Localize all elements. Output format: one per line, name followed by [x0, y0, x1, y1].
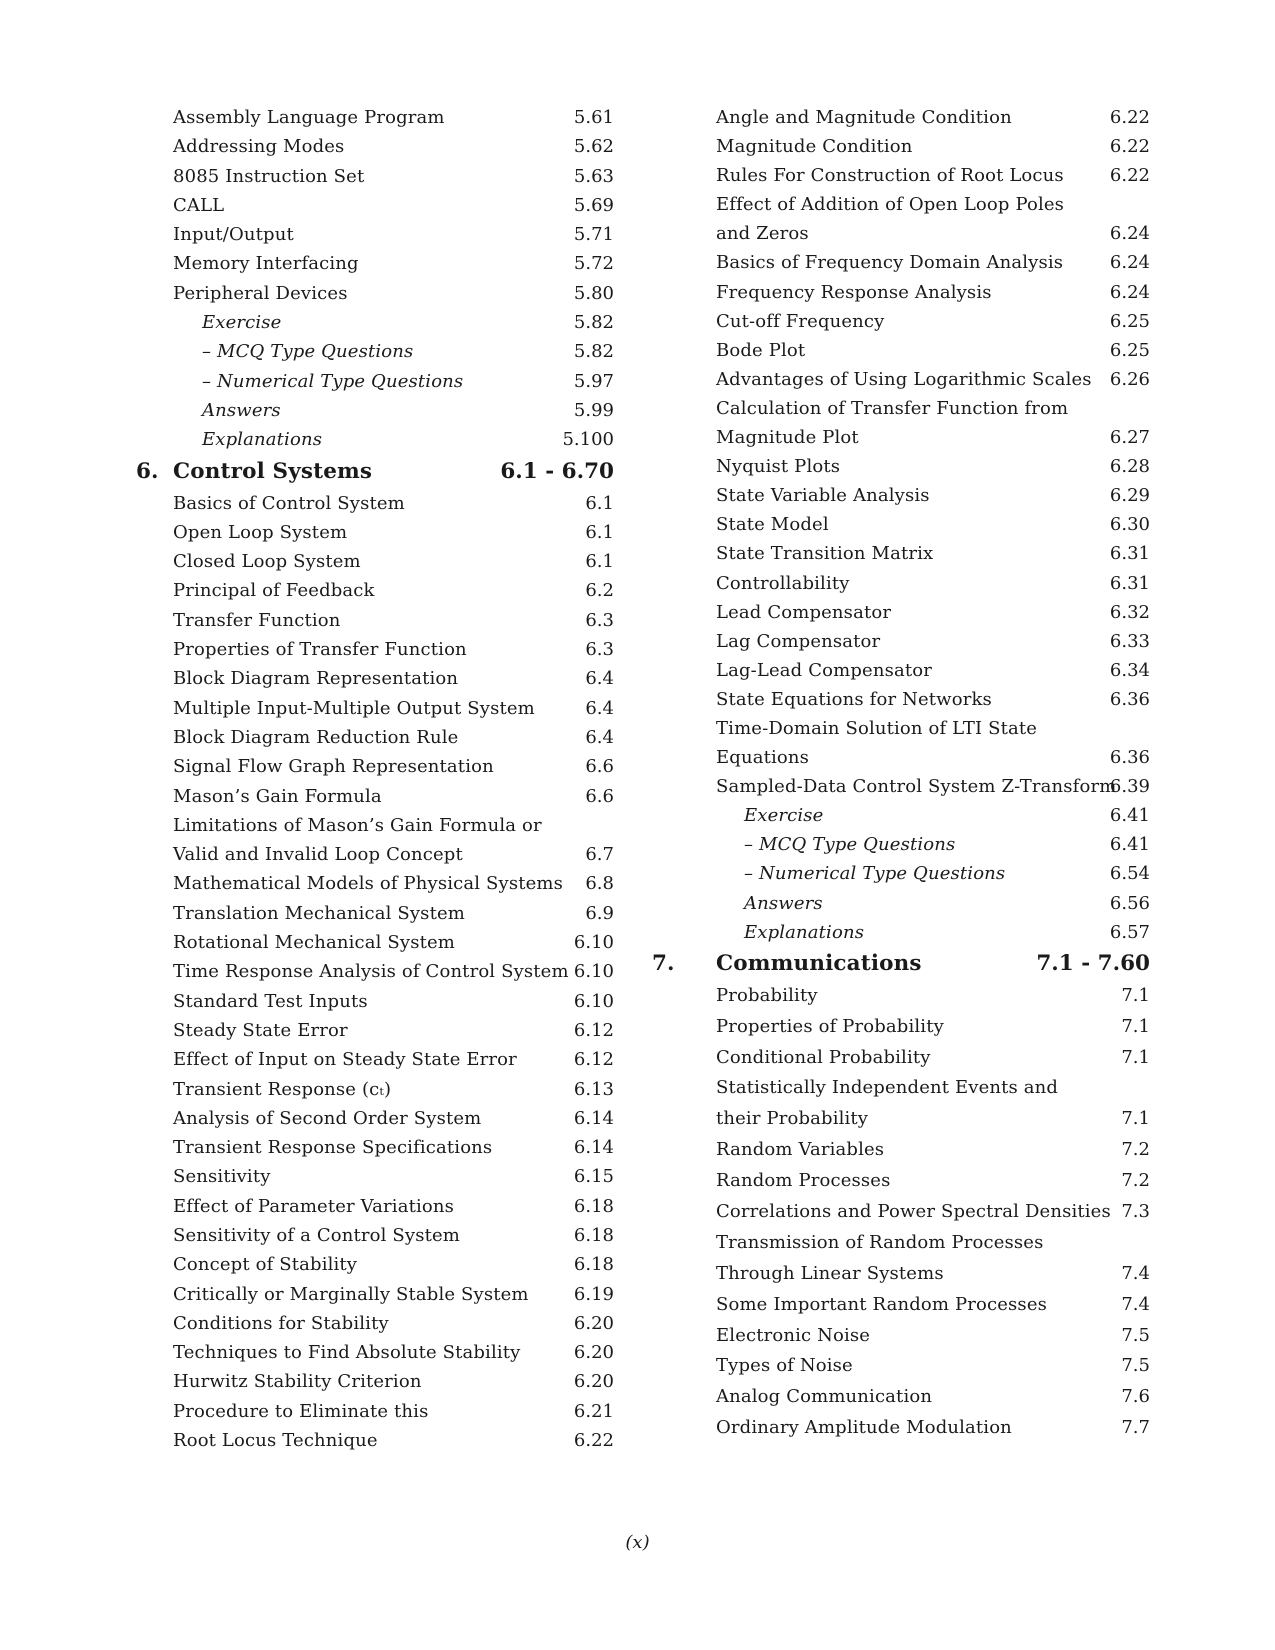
toc-entry[interactable]: [136, 576, 614, 605]
toc-entry-page: 6.22: [1109, 165, 1150, 187]
toc-entry[interactable]: [136, 162, 614, 191]
toc-entry-title: Input/Output: [173, 224, 294, 246]
toc-entry-page: 6.4: [585, 697, 614, 719]
toc-entry[interactable]: [672, 394, 1150, 423]
toc-entry-title: Properties of Probability: [716, 1015, 944, 1037]
toc-entry[interactable]: [136, 249, 614, 278]
toc-entry-title: Steady State Error: [173, 1019, 348, 1041]
toc-entry-title: Transient Response Specifications: [173, 1137, 493, 1159]
toc-entry-title: Electronic Noise: [716, 1324, 871, 1346]
toc-entry[interactable]: [672, 714, 1150, 743]
toc-entry-page: 7.1 - 7.60: [1036, 950, 1150, 976]
toc-entry-title: Block Diagram Reduction Rule: [173, 726, 459, 748]
toc-entry-page: 6.15: [573, 1166, 614, 1188]
toc-entry-page: 6.9: [585, 902, 614, 924]
toc-entry-title: Ordinary Amplitude Modulation: [716, 1417, 1012, 1439]
toc-entry-page: 6.20: [573, 1342, 614, 1364]
toc-entry-page: 6.3: [585, 639, 614, 661]
toc-entry-page: 6.13: [573, 1078, 614, 1100]
toc-entry[interactable]: [672, 1321, 1150, 1352]
toc-entry-page: 6.24: [1109, 223, 1150, 245]
toc-entry-page: 6.36: [1109, 747, 1150, 769]
toc-entry-page: 5.61: [573, 107, 614, 128]
toc-entry-title: Assembly Language Program: [173, 107, 445, 128]
toc-entry-page: 6.1: [585, 521, 614, 543]
toc-entry-page: 6.12: [573, 1049, 614, 1071]
toc-entry[interactable]: [136, 308, 614, 337]
toc-entry[interactable]: [672, 627, 1150, 656]
toc-entry-title: Lag Compensator: [716, 630, 881, 652]
toc-entry[interactable]: [672, 772, 1150, 801]
toc-entry-page: 6.10: [573, 932, 614, 954]
toc-entry-title: Exercise: [202, 312, 282, 334]
toc-entry-title: CALL: [173, 194, 225, 216]
toc-entry-page: 7.2: [1121, 1139, 1150, 1161]
toc-entry-title: Transient Response (cₜ): [173, 1078, 392, 1100]
chapter-number: 7.: [652, 950, 675, 976]
toc-entry[interactable]: [672, 365, 1150, 394]
toc-entry[interactable]: [672, 1290, 1150, 1321]
toc-entry[interactable]: [136, 337, 614, 366]
toc-entry[interactable]: [136, 635, 614, 664]
toc-entry[interactable]: [672, 830, 1150, 859]
toc-entry-page: 6.34: [1109, 659, 1150, 681]
toc-entry-title: Time-Domain Solution of LTI State: [716, 717, 1038, 739]
toc-entry-page: 6.1: [585, 492, 614, 514]
toc-entry-page: 7.4: [1121, 1262, 1150, 1284]
toc-entry-page: 6.57: [1109, 921, 1150, 943]
toc-entry-title: Explanations: [202, 429, 323, 451]
toc-entry[interactable]: [136, 1367, 614, 1396]
toc-entry-page: 7.2: [1121, 1170, 1150, 1192]
toc-entry[interactable]: [672, 1382, 1150, 1413]
toc-entry-page: 7.6: [1121, 1386, 1150, 1408]
toc-entry[interactable]: [136, 1075, 614, 1104]
toc-entry-page: 6.10: [573, 961, 614, 983]
toc-entry-page: 7.5: [1121, 1355, 1150, 1377]
toc-entry[interactable]: [672, 656, 1150, 685]
toc-entry-title: Time Response Analysis of Control System: [173, 961, 569, 983]
toc-entry-title: Analog Communication: [716, 1386, 933, 1408]
toc-entry[interactable]: [672, 481, 1150, 510]
toc-entry-page: 7.1: [1121, 984, 1150, 1006]
toc-entry-title: Cut-off Frequency: [716, 310, 885, 332]
toc-entry[interactable]: [672, 132, 1150, 161]
toc-entry-page: 6.6: [585, 785, 614, 807]
toc-entry-title: Open Loop System: [173, 521, 348, 543]
toc-entry[interactable]: [672, 1228, 1150, 1259]
toc-entry-page: 6.7: [585, 844, 614, 866]
toc-entry-title: Exercise: [744, 805, 824, 827]
toc-entry[interactable]: [672, 1043, 1150, 1074]
toc-entry-title: Equations: [716, 747, 809, 769]
toc-entry[interactable]: [136, 811, 614, 840]
toc-entry[interactable]: [672, 1259, 1150, 1290]
toc-entry-title: Block Diagram Representation: [173, 668, 459, 690]
toc-entry[interactable]: [672, 452, 1150, 481]
toc-entry-page: 6.31: [1109, 543, 1150, 565]
toc-entry-page: 5.71: [573, 224, 614, 246]
toc-entry[interactable]: [672, 685, 1150, 714]
toc-entry[interactable]: [136, 1133, 614, 1162]
toc-entry[interactable]: [672, 423, 1150, 452]
toc-entry-page: 7.1: [1121, 1046, 1150, 1068]
toc-entry[interactable]: [136, 367, 614, 396]
toc-entry[interactable]: [672, 1012, 1150, 1043]
toc-entry-page: 6.8: [585, 873, 614, 895]
toc-entry-title: Techniques to Find Absolute Stability: [173, 1342, 521, 1364]
toc-entry-page: 6.33: [1109, 630, 1150, 652]
toc-entry[interactable]: [672, 918, 1150, 947]
toc-entry[interactable]: [672, 248, 1150, 277]
toc-entry[interactable]: [136, 1397, 614, 1426]
toc-entry-title: Rules For Construction of Root Locus: [716, 165, 1064, 187]
toc-entry[interactable]: [136, 782, 614, 811]
toc-entry-page: 6.41: [1109, 805, 1150, 827]
toc-entry-title: Frequency Response Analysis: [716, 281, 992, 303]
toc-entry-title: Probability: [716, 984, 818, 1006]
toc-entry[interactable]: [136, 1250, 614, 1279]
toc-entry[interactable]: [136, 1280, 614, 1309]
toc-entry[interactable]: [136, 1045, 614, 1074]
toc-entry-title: Rotational Mechanical System: [173, 932, 456, 954]
toc-entry[interactable]: [672, 161, 1150, 190]
toc-entry-page: 6.22: [573, 1430, 614, 1452]
toc-entry-title: Limitations of Mason’s Gain Formula or: [173, 814, 542, 836]
toc-entry-page: 5.80: [573, 282, 614, 304]
toc-entry[interactable]: [672, 1073, 1150, 1104]
toc-entry-title: Multiple Input-Multiple Output System: [173, 697, 535, 719]
toc-entry-title: Peripheral Devices: [173, 282, 348, 304]
toc-entry-page: 5.100: [562, 429, 614, 451]
toc-entry[interactable]: [672, 510, 1150, 539]
toc-entry[interactable]: [136, 191, 614, 220]
toc-entry-title: 8085 Instruction Set: [173, 165, 365, 187]
toc-entry-page: 6.19: [573, 1283, 614, 1305]
toc-entry-title: Random Variables: [716, 1139, 885, 1161]
toc-entry[interactable]: [672, 278, 1150, 307]
toc-entry-title: Procedure to Eliminate this: [173, 1400, 429, 1422]
toc-entry-page: 6.14: [573, 1137, 614, 1159]
toc-entry[interactable]: [136, 694, 614, 723]
toc-entry-title: State Model: [716, 514, 829, 536]
toc-right-column: [652, 103, 1150, 1444]
toc-entry-title: Correlations and Power Spectral Densities: [716, 1200, 1111, 1222]
chapter-number: 6.: [136, 458, 159, 484]
toc-entry-title: Hurwitz Stability Criterion: [173, 1371, 422, 1393]
toc-entry-page: 6.10: [573, 990, 614, 1012]
toc-entry-title: Effect of Input on Steady State Error: [173, 1049, 517, 1071]
toc-entry-page: 6.56: [1109, 892, 1150, 914]
toc-entry-title: Explanations: [744, 921, 865, 943]
toc-entry-page: 6.20: [573, 1371, 614, 1393]
toc-entry[interactable]: [672, 336, 1150, 365]
toc-entry-page: 6.32: [1109, 601, 1150, 623]
toc-entry-page: 5.82: [573, 312, 614, 334]
toc-entry-title: – MCQ Type Questions: [202, 341, 414, 363]
toc-entry-page: 7.7: [1121, 1417, 1150, 1439]
toc-entry-title: – Numerical Type Questions: [744, 863, 1006, 885]
toc-entry-title: State Transition Matrix: [716, 543, 934, 565]
toc-entry[interactable]: [136, 132, 614, 161]
toc-entry[interactable]: [136, 899, 614, 928]
toc-entry-page: 6.31: [1109, 572, 1150, 594]
toc-entry-page: 6.22: [1109, 136, 1150, 158]
toc-entry[interactable]: [672, 1104, 1150, 1135]
toc-entry-page: 6.39: [1109, 776, 1150, 798]
toc-entry-title: Answers: [744, 892, 823, 914]
toc-entry[interactable]: [672, 1166, 1150, 1197]
toc-entry[interactable]: [672, 889, 1150, 918]
toc-entry-page: 6.20: [573, 1312, 614, 1334]
toc-entry-title: Basics of Control System: [173, 492, 405, 514]
toc-entry[interactable]: [136, 518, 614, 547]
toc-entry[interactable]: [136, 425, 614, 454]
toc-entry-page: 6.12: [573, 1019, 614, 1041]
toc-entry-title: State Equations for Networks: [716, 688, 992, 710]
toc-entry-page: 6.4: [585, 726, 614, 748]
toc-entry[interactable]: [672, 859, 1150, 888]
toc-entry-title: Communications: [716, 950, 922, 976]
toc-entry-title: Some Important Random Processes: [716, 1293, 1048, 1315]
toc-entry-page: 6.30: [1109, 514, 1150, 536]
toc-entry[interactable]: [136, 606, 614, 635]
toc-entry-page: 6.25: [1109, 339, 1150, 361]
toc-entry-title: Transmission of Random Processes: [716, 1231, 1044, 1253]
toc-entry-title: their Probability: [716, 1108, 869, 1130]
toc-entry-title: Magnitude Plot: [716, 427, 859, 449]
toc-entry[interactable]: [672, 1135, 1150, 1166]
toc-entry[interactable]: [136, 723, 614, 752]
toc-entry[interactable]: [136, 840, 614, 869]
toc-entry-title: Angle and Magnitude Condition: [716, 107, 1012, 128]
toc-entry-title: Conditions for Stability: [173, 1312, 389, 1334]
toc-entry-page: 6.1 - 6.70: [500, 458, 614, 484]
toc-entry[interactable]: [136, 957, 614, 986]
toc-entry[interactable]: [136, 1221, 614, 1250]
toc-entry-page: 6.14: [573, 1107, 614, 1129]
toc-entry[interactable]: [136, 1426, 614, 1455]
toc-entry-title: Lag-Lead Compensator: [716, 659, 932, 681]
toc-entry-page: 5.99: [573, 399, 614, 421]
toc-entry-page: 6.25: [1109, 310, 1150, 332]
toc-entry-title: Translation Mechanical System: [173, 902, 465, 924]
toc-entry[interactable]: [136, 928, 614, 957]
toc-entry-page: 7.5: [1121, 1324, 1150, 1346]
toc-entry-page: 5.63: [573, 165, 614, 187]
toc-entry[interactable]: [136, 1162, 614, 1191]
toc-entry-page: 7.3: [1121, 1200, 1150, 1222]
toc-entry[interactable]: [136, 279, 614, 308]
toc-entry[interactable]: [136, 1104, 614, 1133]
toc-entry-page: 7.1: [1121, 1108, 1150, 1130]
toc-entry[interactable]: [136, 396, 614, 425]
toc-entry[interactable]: [672, 569, 1150, 598]
toc-entry[interactable]: [672, 103, 1150, 132]
toc-entry-title: Random Processes: [716, 1170, 891, 1192]
toc-entry-page: 5.62: [573, 136, 614, 158]
toc-entry-page: 6.4: [585, 668, 614, 690]
toc-entry-title: State Variable Analysis: [716, 485, 930, 507]
toc-entry-title: Memory Interfacing: [173, 253, 359, 275]
toc-entry[interactable]: [136, 220, 614, 249]
toc-entry-page: 5.69: [573, 194, 614, 216]
toc-entry-page: 6.22: [1109, 107, 1150, 128]
toc-entry-title: Addressing Modes: [173, 136, 345, 158]
toc-entry-page: 6.18: [573, 1195, 614, 1217]
toc-entry-title: Types of Noise: [716, 1355, 853, 1377]
toc-entry[interactable]: [672, 743, 1150, 772]
toc-entry[interactable]: [136, 664, 614, 693]
toc-entry-title: Sensitivity of a Control System: [173, 1224, 460, 1246]
toc-entry[interactable]: [672, 1413, 1150, 1444]
toc-entry-page: 5.72: [573, 253, 614, 275]
toc-entry[interactable]: [136, 1016, 614, 1045]
toc-entry-title: Closed Loop System: [173, 551, 361, 573]
toc-entry-title: Statistically Independent Events and: [716, 1077, 1059, 1099]
toc-entry-page: 6.54: [1109, 863, 1150, 885]
toc-entry[interactable]: [672, 1197, 1150, 1228]
toc-entry[interactable]: [672, 598, 1150, 627]
toc-entry-title: Nyquist Plots: [716, 456, 841, 478]
toc-entry-title: Mathematical Models of Physical Systems: [173, 873, 564, 895]
toc-entry[interactable]: [672, 307, 1150, 336]
toc-entry-page: 6.27: [1109, 427, 1150, 449]
toc-entry-title: Bode Plot: [716, 339, 806, 361]
toc-entry-page: 6.3: [585, 609, 614, 631]
toc-entry-title: Concept of Stability: [173, 1254, 358, 1276]
toc-entry-page: 6.24: [1109, 281, 1150, 303]
toc-entry-title: Signal Flow Graph Representation: [173, 756, 494, 778]
toc-entry-title: – MCQ Type Questions: [744, 834, 956, 856]
toc-entry-title: Controllability: [716, 572, 850, 594]
toc-entry-title: Effect of Addition of Open Loop Poles: [716, 194, 1065, 216]
toc-entry[interactable]: [672, 1351, 1150, 1382]
toc-entry-page: 6.29: [1109, 485, 1150, 507]
toc-entry[interactable]: [672, 981, 1150, 1012]
toc-entry[interactable]: [136, 1338, 614, 1367]
toc-entry-title: Mason’s Gain Formula: [173, 785, 382, 807]
toc-entry-title: Lead Compensator: [716, 601, 892, 623]
toc-entry[interactable]: [672, 190, 1150, 219]
toc-entry-title: Magnitude Condition: [716, 136, 913, 158]
toc-entry-page: 6.41: [1109, 834, 1150, 856]
page-folio: (x): [625, 1532, 650, 1553]
toc-entry-page: 6.18: [573, 1224, 614, 1246]
toc-entry-page: 7.4: [1121, 1293, 1150, 1315]
toc-left-column: [136, 103, 614, 1455]
toc-entry[interactable]: [136, 1192, 614, 1221]
toc-entry[interactable]: [136, 103, 614, 132]
toc-entry-title: Analysis of Second Order System: [173, 1107, 482, 1129]
toc-entry-title: and Zeros: [716, 223, 809, 245]
toc-entry[interactable]: [672, 539, 1150, 568]
toc-entry-page: 6.26: [1109, 368, 1150, 390]
toc-entry-page: 6.36: [1109, 688, 1150, 710]
toc-entry-title: Standard Test Inputs: [173, 990, 368, 1012]
toc-entry[interactable]: [136, 869, 614, 898]
toc-entry[interactable]: [136, 547, 614, 576]
toc-entry-title: Sampled-Data Control System Z-Transform: [716, 776, 1117, 798]
toc-entry-page: 6.1: [585, 551, 614, 573]
toc-entry-page: 5.97: [573, 370, 614, 392]
toc-entry-page: 6.18: [573, 1254, 614, 1276]
toc-entry-title: Basics of Frequency Domain Analysis: [716, 252, 1064, 274]
toc-entry[interactable]: [136, 489, 614, 518]
toc-entry-title: – Numerical Type Questions: [202, 370, 464, 392]
toc-entry-title: Calculation of Transfer Function from: [716, 397, 1069, 419]
toc-entry-title: Sensitivity: [173, 1166, 271, 1188]
toc-entry-title: Conditional Probability: [716, 1046, 931, 1068]
toc-entry-title: Advantages of Using Logarithmic Scales: [716, 368, 1092, 390]
toc-entry-page: 6.28: [1109, 456, 1150, 478]
toc-entry-title: Principal of Feedback: [173, 580, 375, 602]
toc-entry[interactable]: [672, 801, 1150, 830]
toc-entry-page: 7.1: [1121, 1015, 1150, 1037]
toc-chapter-heading[interactable]: [652, 947, 1150, 981]
toc-entry-title: Answers: [202, 399, 281, 421]
toc-chapter-heading[interactable]: [136, 455, 614, 489]
toc-entry-page: 6.24: [1109, 252, 1150, 274]
toc-entry[interactable]: [136, 987, 614, 1016]
toc-entry-title: Effect of Parameter Variations: [173, 1195, 455, 1217]
toc-entry-title: Properties of Transfer Function: [173, 639, 467, 661]
toc-entry-title: Control Systems: [173, 458, 373, 484]
toc-entry-page: 6.21: [573, 1400, 614, 1422]
toc-entry-title: Transfer Function: [173, 609, 341, 631]
toc-entry[interactable]: [136, 1309, 614, 1338]
toc-entry[interactable]: [672, 219, 1150, 248]
toc-entry-page: 5.82: [573, 341, 614, 363]
toc-entry-title: Through Linear Systems: [716, 1262, 944, 1284]
toc-entry-title: Root Locus Technique: [173, 1430, 378, 1452]
toc-entry-title: Valid and Invalid Loop Concept: [173, 844, 463, 866]
toc-entry[interactable]: [136, 752, 614, 781]
toc-entry-title: Critically or Marginally Stable System: [173, 1283, 529, 1305]
toc-entry-page: 6.6: [585, 756, 614, 778]
toc-entry-page: 6.2: [585, 580, 614, 602]
